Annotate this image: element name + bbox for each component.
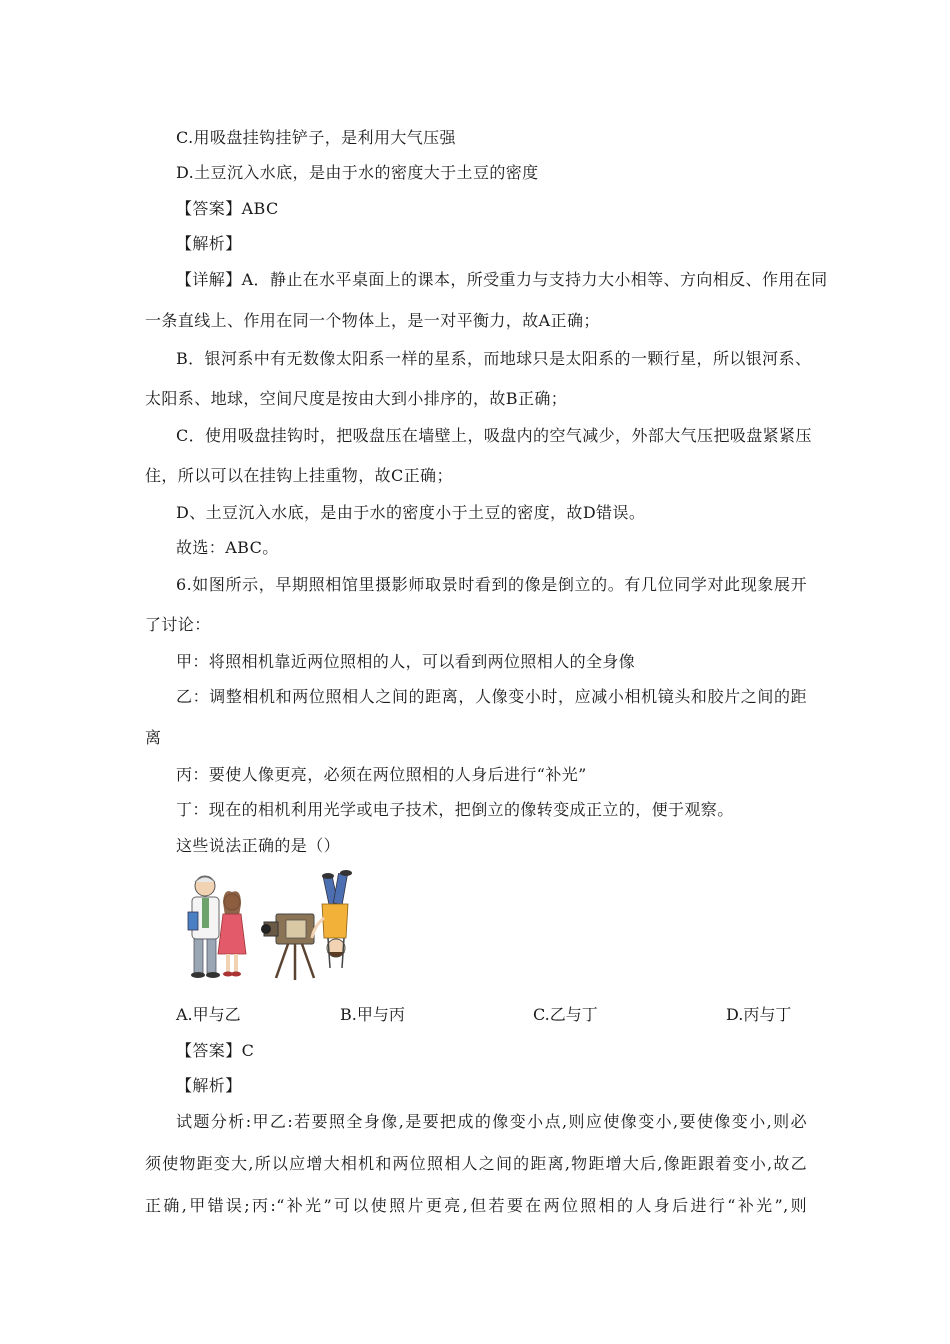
q6-statement-yi-line-2: 离	[145, 728, 162, 747]
q6-analysis-line-3: 正确,甲错误;丙:“补光”可以使照片更亮,但若要在两位照相的人身后进行“补光”,则	[145, 1196, 807, 1215]
q5-b-line-2: 太阳系、地球，空间尺度是按由大到小排序的，故B正确；	[145, 389, 568, 408]
q5-detail-line-1: 【详解】A．静止在水平桌面上的课本，所受重力与支持力大小相等、方向相反、作用在同	[176, 270, 828, 289]
q6-statement-ding: 丁：现在的相机利用光学或电子技术，把倒立的像转变成正立的，便于观察。	[176, 800, 734, 819]
photo-studio-illustration	[176, 868, 360, 988]
q6-analysis-line-2: 须使物距变大,所以应增大相机和两位照相人之间的距离,物距增大后,像距跟着变小,故乙	[145, 1154, 807, 1173]
q6-statement-bing: 丙：要使人像更亮，必须在两位照相的人身后进行“补光”	[176, 765, 587, 784]
q5-answer: 【答案】ABC	[176, 199, 279, 218]
q6-option-d: D.丙与丁	[726, 1005, 792, 1024]
q5-d-line: D、土豆沉入水底，是由于水的密度小于土豆的密度，故D错误。	[176, 503, 646, 522]
q6-option-c: C.乙与丁	[533, 1005, 598, 1024]
q5-choice: 故选：ABC。	[176, 538, 279, 557]
q6-statement-jia: 甲：将照相机靠近两位照相的人，可以看到两位照相人的全身像	[176, 652, 636, 671]
q6-analysis-line-1: 试题分析:甲乙:若要照全身像,是要把成的像变小点,则应使像变小,要使像变小,则必	[176, 1112, 807, 1131]
q5-analysis-title: 【解析】	[176, 234, 242, 253]
q6-prompt: 这些说法正确的是（）	[176, 836, 341, 855]
q6-option-b: B.甲与丙	[340, 1005, 405, 1024]
q5-c-line-2: 住，所以可以在挂钩上挂重物，故C正确；	[145, 466, 453, 485]
q6-statement-yi-line-1: 乙：调整相机和两位照相人之间的距离，人像变小时，应减小相机镜头和胶片之间的距	[176, 687, 807, 706]
q6-option-a: A.甲与乙	[176, 1005, 241, 1024]
q5-option-c: C.用吸盘挂钩挂铲子，是利用大气压强	[176, 128, 456, 147]
q6-answer: 【答案】C	[176, 1041, 255, 1060]
q5-b-line-1: B．银河系中有无数像太阳系一样的星系，而地球只是太阳系的一颗行星，所以银河系、	[176, 349, 812, 368]
q5-option-d: D.土豆沉入水底，是由于水的密度大于土豆的密度	[176, 163, 539, 182]
q6-stem-line-1: 6.如图所示，早期照相馆里摄影师取景时看到的像是倒立的。有几位同学对此现象展开	[176, 575, 807, 594]
q6-stem-line-2: 了讨论：	[145, 615, 211, 634]
q5-c-line-1: C．使用吸盘挂钩时，把吸盘压在墙壁上，吸盘内的空气减少，外部大气压把吸盘紧紧压	[176, 426, 812, 445]
q5-detail-line-2: 一条直线上、作用在同一个物体上，是一对平衡力，故A正确；	[145, 311, 600, 330]
q6-analysis-title: 【解析】	[176, 1076, 242, 1095]
